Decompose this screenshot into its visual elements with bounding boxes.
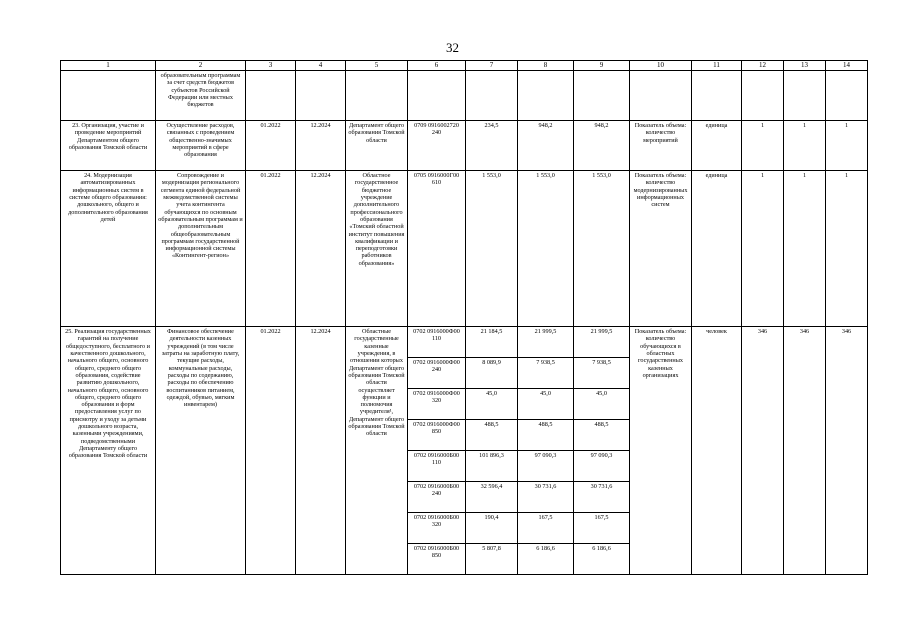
table-cell [246, 71, 296, 121]
column-header: 3 [246, 61, 296, 71]
table-cell: образовательным программам за счет средств бюджетов субъектов Российской Федерации или местных бюджетов [156, 71, 246, 121]
activity-name: 25. Реализация государственных гарантий на получение общедоступного, бесплатного и качественного дошкольного, начального общего, основного общего, среднего общего образования, содействие развитию дошкольного, начального общего, основного общего, среднего общего образования и форм предоставления услуг по присмотру и уходу за детьми дошкольного возраста, казенными учреждениями, подведомственными Департаменту общего образования Томской области [61, 327, 156, 575]
column-header: 6 [408, 61, 466, 71]
table-cell [574, 71, 630, 121]
amount-2022: 234,5 [466, 121, 518, 171]
value-2023: 1 [784, 121, 826, 171]
start-date: 01.2022 [246, 121, 296, 171]
value-2022: 1 [742, 171, 784, 327]
activity-content: Осуществление расходов, связанных с проведением общественно-значимых мероприятий в сфере образования [156, 121, 246, 171]
amount-2023: 488,5 [518, 420, 574, 451]
value-2022: 1 [742, 121, 784, 171]
column-header: 7 [466, 61, 518, 71]
amount-2024: 948,2 [574, 121, 630, 171]
indicator: Показатель объема: количество мероприятий [630, 121, 692, 171]
amount-2023: 167,5 [518, 513, 574, 544]
page-number: 32 [446, 40, 459, 55]
column-header: 14 [826, 61, 868, 71]
table-cell [692, 71, 742, 121]
value-2022: 346 [742, 327, 784, 575]
end-date: 12.2024 [296, 121, 346, 171]
start-date: 01.2022 [246, 171, 296, 327]
amount-2022: 45,0 [466, 389, 518, 420]
executor: Областное государственное бюджетное учреждение дополнительного профессионального образования «Томский областной институт повышения квалификации и переподготовки работников образования» [346, 171, 408, 327]
amount-2022: 8 089,9 [466, 358, 518, 389]
value-2024: 346 [826, 327, 868, 575]
amount-2024: 488,5 [574, 420, 630, 451]
table-cell [466, 71, 518, 121]
amount-2023: 45,0 [518, 389, 574, 420]
amount-2023: 6 186,6 [518, 544, 574, 575]
budget-code: 0702 0916000Б00 110 [408, 451, 466, 482]
budget-code: 0702 0916000Ф00 110 [408, 327, 466, 358]
value-2023: 346 [784, 327, 826, 575]
table-cell [61, 71, 156, 121]
amount-2024: 97 090,3 [574, 451, 630, 482]
budget-code: 0702 0916000Ф00 850 [408, 420, 466, 451]
column-header: 11 [692, 61, 742, 71]
amount-2024: 6 186,6 [574, 544, 630, 575]
budget-code: 0702 0916000Ф00 320 [408, 389, 466, 420]
table-cell [784, 71, 826, 121]
amount-2024: 1 553,0 [574, 171, 630, 327]
budget-code: 0702 0916000Б00 850 [408, 544, 466, 575]
table-cell [742, 71, 784, 121]
end-date: 12.2024 [296, 171, 346, 327]
activity-content: Сопровождение и модернизация регионального сегмента единой федеральной межведомственной системы учета контингента обучающихся по основным образовательным программам и дополнительным общеобразовательным программам государственной информационной системы «Контингент-регион» [156, 171, 246, 327]
column-header: 12 [742, 61, 784, 71]
amount-2022: 21 184,5 [466, 327, 518, 358]
column-header: 10 [630, 61, 692, 71]
amount-2023: 948,2 [518, 121, 574, 171]
amount-2023: 1 553,0 [518, 171, 574, 327]
value-2024: 1 [826, 171, 868, 327]
executor: Областные государственные казенные учреждения, в отношении которых Департамент общего образования Томской области осуществляет функции и полномочия учредителя¹, Департамент общего образования Томской области [346, 327, 408, 575]
value-2024: 1 [826, 121, 868, 171]
unit: человек [692, 327, 742, 575]
table-cell [518, 71, 574, 121]
table-cell [346, 71, 408, 121]
budget-code: 0705 0916000Г00 610 [408, 171, 466, 327]
amount-2022: 488,5 [466, 420, 518, 451]
executor: Департамент общего образования Томской области [346, 121, 408, 171]
column-header: 9 [574, 61, 630, 71]
column-header: 2 [156, 61, 246, 71]
amount-2024: 21 999,5 [574, 327, 630, 358]
amount-2024: 167,5 [574, 513, 630, 544]
table-cell [296, 71, 346, 121]
unit: единица [692, 171, 742, 327]
amount-2023: 30 731,6 [518, 482, 574, 513]
table-cell [826, 71, 868, 121]
table-cell [408, 71, 466, 121]
end-date: 12.2024 [296, 327, 346, 575]
table-row-23 [61, 121, 868, 171]
amount-2022: 101 896,3 [466, 451, 518, 482]
column-header: 13 [784, 61, 826, 71]
amount-2022: 5 807,8 [466, 544, 518, 575]
amount-2024: 7 938,5 [574, 358, 630, 389]
program-activities-table [60, 60, 868, 575]
indicator: Показатель объема: количество модернизированных информационных систем [630, 171, 692, 327]
table-row-continuation [61, 71, 868, 121]
amount-2024: 30 731,6 [574, 482, 630, 513]
value-2023: 1 [784, 171, 826, 327]
activity-name: 24. Модернизация автоматизированных информационных систем в системе общего образования: дошкольного, общего и дополнительного образования детей [61, 171, 156, 327]
column-header: 5 [346, 61, 408, 71]
amount-2023: 21 999,5 [518, 327, 574, 358]
amount-2022: 1 553,0 [466, 171, 518, 327]
budget-code: 0702 0916000Б00 320 [408, 513, 466, 544]
table-row-25 [61, 327, 868, 358]
activity-name: 23. Организация, участие и проведение мероприятий Департаментом общего образования Томской области [61, 121, 156, 171]
budget-code: 0709 0916002720 240 [408, 121, 466, 171]
amount-2023: 97 090,3 [518, 451, 574, 482]
table-cell [630, 71, 692, 121]
column-header: 1 [61, 61, 156, 71]
unit: единица [692, 121, 742, 171]
indicator: Показатель объема: количество обучающихся в областных государственных казенных организациях [630, 327, 692, 575]
amount-2022: 190,4 [466, 513, 518, 544]
column-header: 8 [518, 61, 574, 71]
table-row-24 [61, 171, 868, 327]
activity-content: Финансовое обеспечение деятельности казенных учреждений (в том числе затраты на заработную плату, текущие расходы, коммунальные расходы, расходы по содержанию, расходы по обеспечению воспитанников питанием, одеждой, обувью, мягким инвентарем) [156, 327, 246, 575]
start-date: 01.2022 [246, 327, 296, 575]
amount-2023: 7 938,5 [518, 358, 574, 389]
column-header: 4 [296, 61, 346, 71]
budget-code: 0702 0916000Ф00 240 [408, 358, 466, 389]
amount-2024: 45,0 [574, 389, 630, 420]
budget-code: 0702 0916000Б00 240 [408, 482, 466, 513]
column-number-row [61, 61, 868, 71]
amount-2022: 32 596,4 [466, 482, 518, 513]
